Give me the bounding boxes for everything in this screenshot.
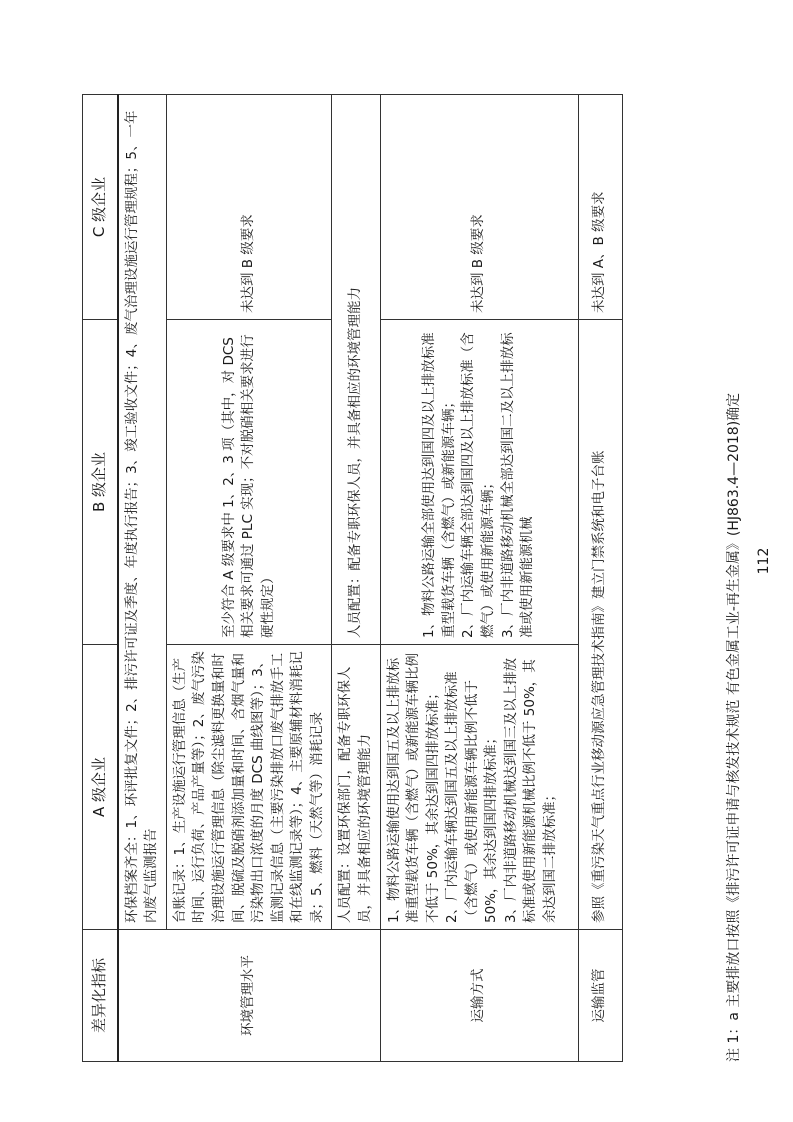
row-label-transport: 运输方式 [380,930,578,1062]
personnel-a: 人员配置：设置环保部门，配备专职环保人员，并具备相应的环境管理能力 [332,645,380,930]
transport-a-item: 1、物料公路运输使用达到国五及以上排放标准重型载货车辆（含燃气）或新能源车辆比例不低于 50%，其余达到国四排放标准； [385,653,441,923]
header-level-b: B 级企业 [83,320,118,645]
monitoring-ab: 参照《重污染天气重点行业移动源应急管理技术指南》建立门禁系统和电子台账 [578,320,622,930]
table-row-transport [380,95,578,1062]
footnote: 注 1：a 主要排放口按照《排污许可证申请与核发技术规范 有色金属工业-再生金属》(HJ863.4—2018)确定 [726,392,742,1062]
ledger-b: 至少符合 A 级要求中 1、2、3 项（其中，对 DCS 相关要求可通过 PLC 实现；不对脱硝相关要求进行硬性规定） [166,320,332,645]
table-row-ledger [166,95,332,1062]
header-level-a: A 级企业 [83,645,118,930]
transport-b [380,320,578,645]
row-label-monitoring: 运输监管 [578,930,622,1062]
table-row-monitoring [578,95,622,1062]
ledger-c: 未达到 B 级要求 [166,95,332,320]
header-indicator: 差异化指标 [83,930,118,1062]
table-header-row [83,95,118,1062]
table-row-archive [118,95,167,1062]
archive-requirement: 环保档案齐全：1、环评批复文件；2、排污许可证及季度、年度执行报告；3、竣工验收文件；4、废气治理设施运行管理规程；5、一年内废气监测报告 [118,95,167,930]
transport-b-item: 2、厂内运输车辆全部达到国四及以上排放标准（含燃气）或使用新能源车辆； [460,332,496,638]
row-label-env-management: 环境管理水平 [118,930,380,1062]
monitoring-c: 未达到 A、B 级要求 [578,95,622,320]
indicator-table [82,94,623,1062]
transport-b-item: 3、厂内非道路移动机械全部达到国二及以上排放标准或使用新能源机械 [499,332,536,638]
transport-a-item: 3、厂内非道路移动机械达到国三及以上排放标准或使用新能源机械比例不低于 50%，其余达到国二排放标准； [502,657,558,923]
transport-a-item: 2、厂内运输车辆达到国五及以上排放标准（含燃气）或使用新能源车辆比例不低于 50%，其余达到国四排放标准； [444,671,500,923]
transport-c: 未达到 B 级要求 [380,95,578,320]
header-level-c: C 级企业 [83,95,118,320]
table-row-personnel [332,95,380,1062]
transport-b-item: 1、物料公路运输全部使用达到国四及以上排放标准重型载货车辆（含燃气）或新能源车辆； [421,332,457,638]
page-number: 112 [756,547,772,575]
transport-a [380,645,578,930]
personnel-bc: 人员配置：配备专职环保人员，并具备相应的环境管理能力 [332,95,380,645]
ledger-a: 台账记录：1、生产设施运行管理信息（生产时间、运行负荷、产品产量等）；2、废气污染治理设施运行管理信息（除尘滤料更换量和时间、脱硫及脱硝剂添加量和时间、含烟气量和污染物出口浓度的月度 DCS 曲线图等）；3、监测记录信息（主要污染排放口废气排放手工和在线监测记录等）；4、主要原辅材料消耗记录；5、燃料（天然气等）消耗记录 [166,645,332,930]
